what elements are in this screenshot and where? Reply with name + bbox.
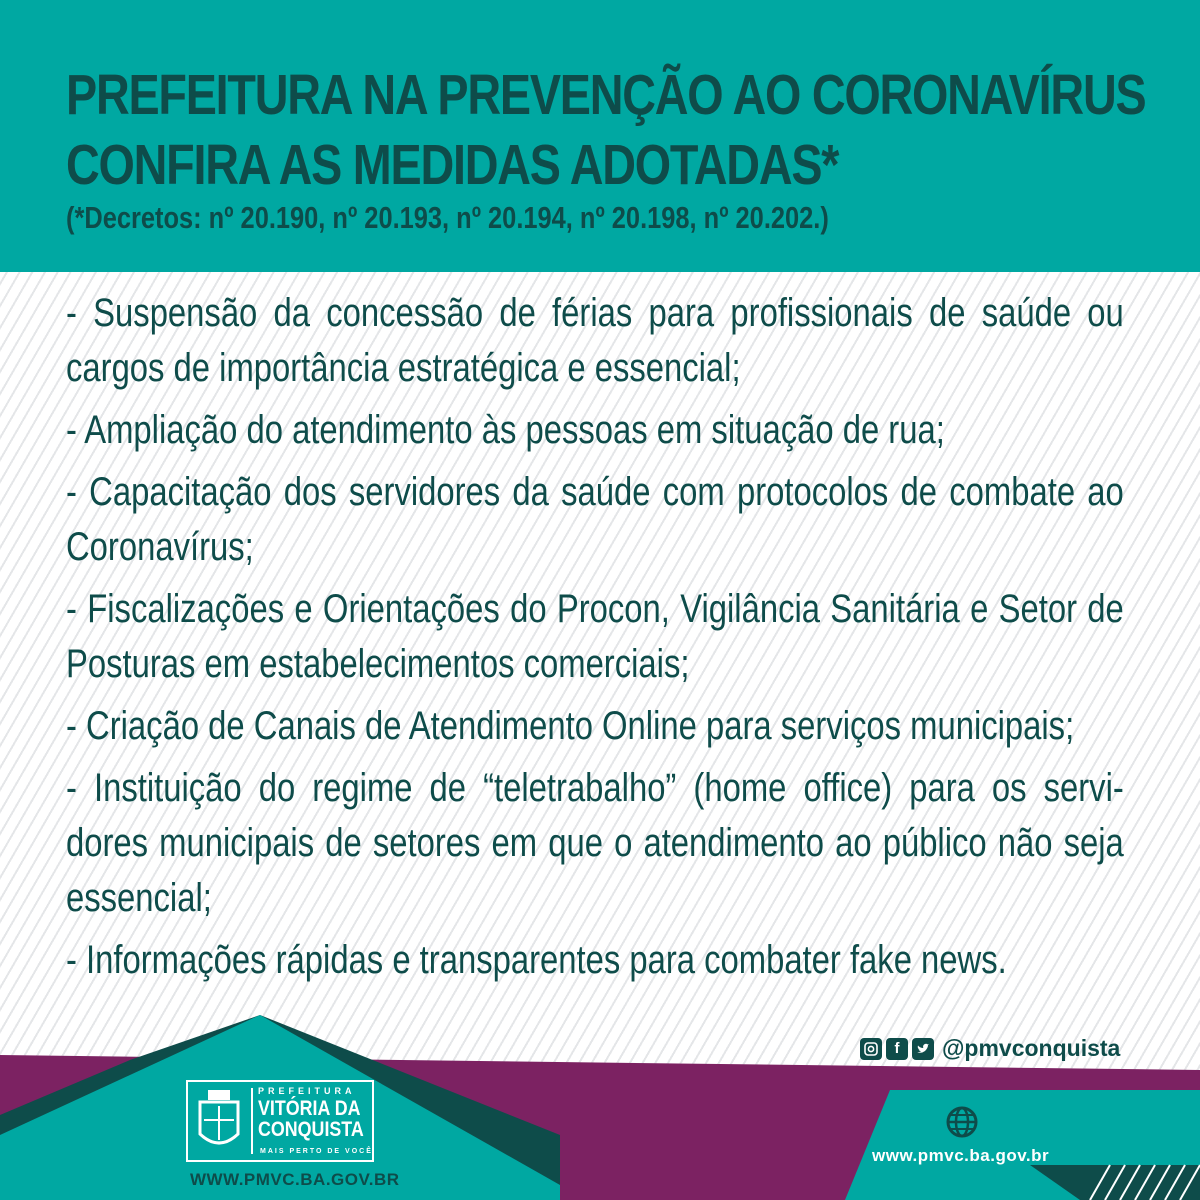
title-line-2: CONFIRA AS MEDIDAS ADOTADAS* — [66, 133, 839, 197]
measure-item: - Instituição do regime de “teletrabalho” (home office) para os servi-dores municipais de setores em que o atendimento ao público não seja essencial; — [66, 766, 1124, 920]
measure-item: - Suspensão da concessão de férias para profissionais de saúde ou cargos de importância estratégica e essencial; — [66, 291, 1124, 390]
website-link-right[interactable]: www.pmvc.ba.gov.br — [872, 1146, 1050, 1165]
logo-name-line-2: CONQUISTA — [258, 1118, 364, 1141]
facebook-icon[interactable]: f — [886, 1038, 908, 1060]
twitter-icon[interactable] — [912, 1038, 934, 1060]
logo-prefeitura-text: PREFEITURA — [258, 1086, 356, 1096]
measures-list — [66, 286, 1124, 995]
measure-item: - Fiscalizações e Orientações do Procon, Vigilância Sanitária e Setor de Posturas em estabelecimentos comerciais; — [66, 587, 1124, 686]
title-line-1: PREFEITURA NA PREVENÇÃO AO CORONAVÍRUS — [66, 63, 1146, 127]
logo-tagline: MAIS PERTO DE VOCÊ — [260, 1148, 373, 1155]
measure-item: - Capacitação dos servidores da saúde com protocolos de combate ao Coronavírus; — [66, 470, 1124, 569]
instagram-icon[interactable] — [860, 1038, 882, 1060]
decrees-note: (*Decretos: nº 20.190, nº 20.193, nº 20.194, nº 20.198, nº 20.202.) — [66, 200, 829, 235]
measure-item: - Ampliação do atendimento às pessoas em situação de rua; — [66, 408, 945, 452]
measure-item: - Criação de Canais de Atendimento Online para serviços municipais; — [66, 704, 1075, 748]
logo-name-line-1: VITÓRIA DA — [258, 1097, 361, 1120]
page-title — [66, 60, 1146, 200]
globe-icon — [946, 1106, 978, 1138]
social-handle[interactable]: @pmvconquista — [942, 1035, 1121, 1061]
measure-item: - Informações rápidas e transparentes para combater fake news. — [66, 938, 1007, 982]
social-bar — [860, 1035, 1120, 1062]
website-link-left[interactable]: WWW.PMVC.BA.GOV.BR — [190, 1170, 400, 1189]
logo-city-name — [258, 1098, 364, 1140]
